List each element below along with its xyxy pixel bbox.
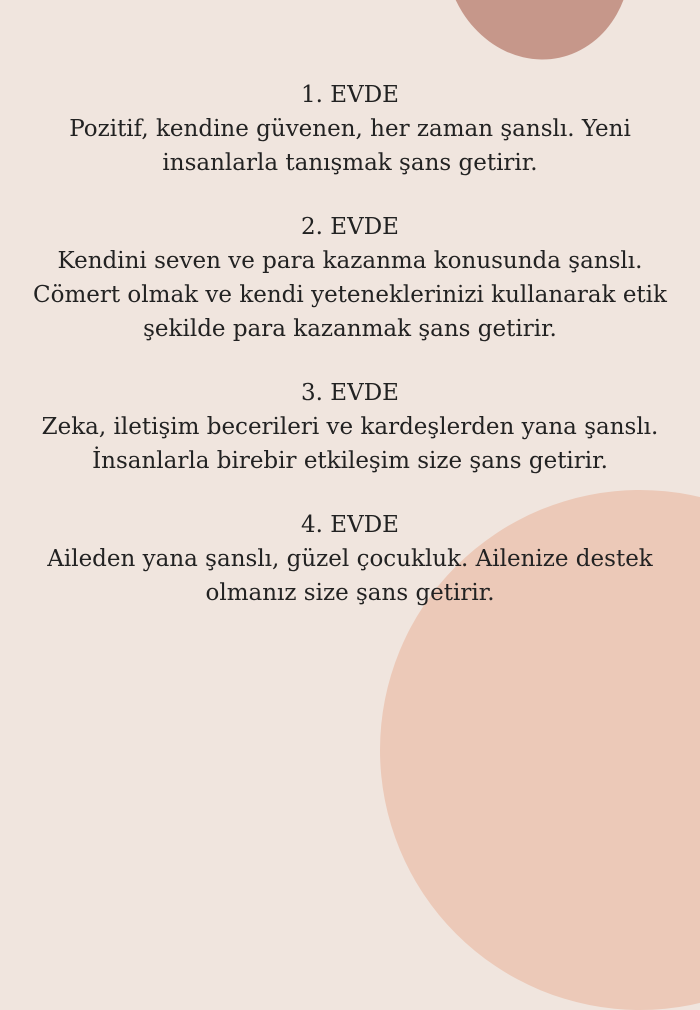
section-line: Cömert olmak ve kendi yeteneklerinizi kullanarak etik [33, 282, 667, 308]
section-line: Zeka, iletişim becerileri ve kardeşlerden yana şanslı. [41, 414, 659, 440]
decorative-blob-top [425, 0, 650, 77]
section-line: Pozitif, kendine güvenen, her zaman şanslı. Yeni [69, 116, 631, 142]
section-line: İnsanlarla birebir etkileşim size şans getirir. [92, 448, 608, 474]
section-heading: 4. EVDE [301, 512, 399, 538]
section-line: Kendini seven ve para kazanma konusunda şanslı. [57, 248, 643, 274]
section-heading: 1. EVDE [301, 82, 399, 108]
section-line: şekilde para kazanmak şans getirir. [143, 316, 557, 342]
section-house-1 [0, 78, 700, 180]
section-heading: 2. EVDE [301, 214, 399, 240]
section-line: olmanız size şans getirir. [205, 580, 495, 606]
section-house-3 [0, 376, 700, 478]
content [0, 78, 700, 610]
section-house-2 [0, 210, 700, 346]
section-line: insanlarla tanışmak şans getirir. [162, 150, 538, 176]
section-heading: 3. EVDE [301, 380, 399, 406]
section-house-4 [0, 508, 700, 610]
section-line: Aileden yana şanslı, güzel çocukluk. Ailenize destek [47, 546, 653, 572]
